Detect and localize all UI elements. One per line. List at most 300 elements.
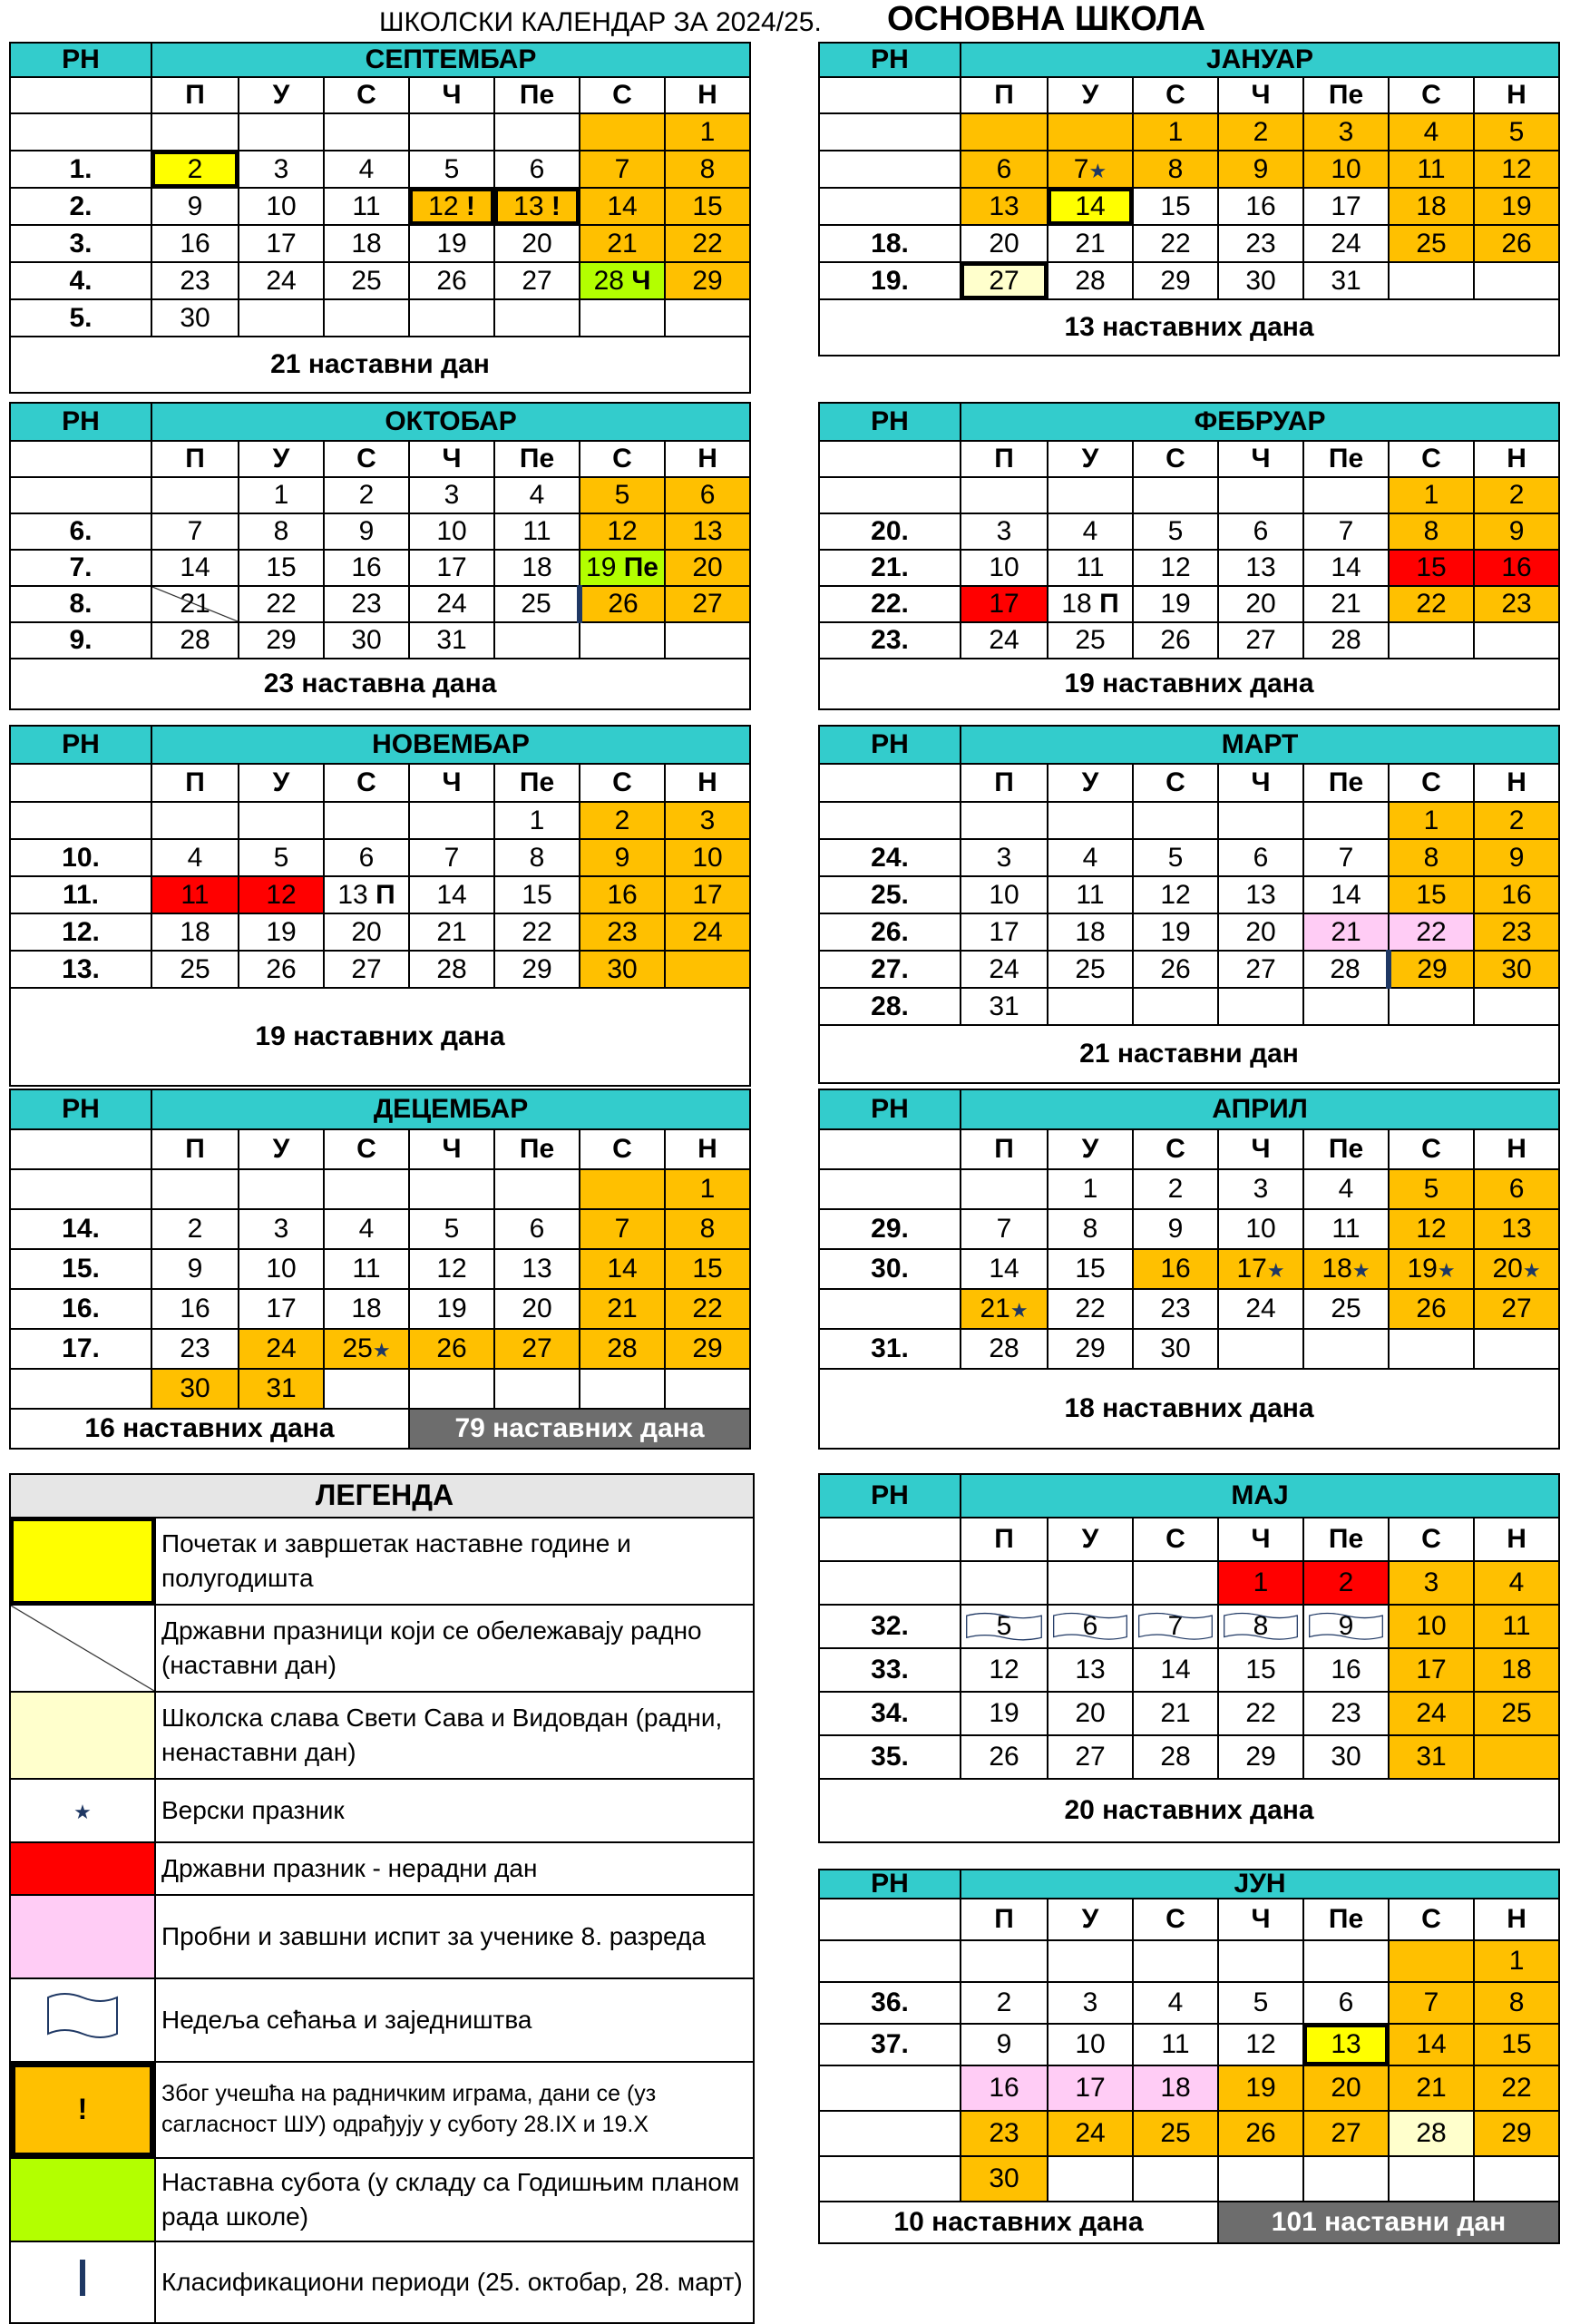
day-cell: 14 bbox=[1303, 550, 1389, 586]
day-cell: 3 bbox=[961, 839, 1048, 876]
month-dec bbox=[9, 1089, 751, 1450]
day-cell: 12 bbox=[1474, 151, 1559, 188]
weekday-label: Пе bbox=[1303, 1129, 1389, 1169]
day-cell: 31 bbox=[961, 988, 1048, 1025]
weekday-label: С bbox=[1133, 764, 1218, 802]
day-cell: 7 bbox=[580, 1209, 665, 1249]
day-cell: 30 bbox=[961, 2156, 1048, 2202]
day-cell: 15 bbox=[1474, 2024, 1559, 2065]
month-name: АПРИЛ bbox=[961, 1089, 1559, 1129]
month-footer: 10 наставних дана bbox=[819, 2202, 1218, 2243]
day-cell: 12 bbox=[239, 876, 324, 913]
day-cell: 4 bbox=[324, 1209, 409, 1249]
week-number bbox=[819, 1940, 961, 1982]
day-cell: 4 bbox=[1303, 1169, 1389, 1209]
month-oct bbox=[9, 402, 751, 710]
day-cell: 18★ bbox=[1303, 1249, 1389, 1289]
day-cell: 30 bbox=[151, 299, 239, 337]
day-cell bbox=[961, 802, 1048, 839]
weekday-label: С bbox=[1133, 1518, 1218, 1561]
day-cell bbox=[239, 299, 324, 337]
day-cell: 30 bbox=[151, 1369, 239, 1409]
day-cell bbox=[1303, 477, 1389, 513]
day-cell: 21 bbox=[1303, 913, 1389, 951]
week-number: 31. bbox=[819, 1329, 961, 1369]
day-cell: 24 bbox=[239, 1329, 324, 1369]
week-number: 34. bbox=[819, 1692, 961, 1735]
month-footer: 13 наставних дана bbox=[819, 299, 1559, 356]
empty-cell bbox=[819, 764, 961, 802]
day-cell: 14 bbox=[1048, 188, 1133, 225]
day-cell: 16 bbox=[1133, 1249, 1218, 1289]
week-number: 37. bbox=[819, 2024, 961, 2065]
legend-item: Класификациони периоди (25. октобар, 28. март) bbox=[155, 2241, 754, 2323]
day-cell: 5 bbox=[580, 477, 665, 513]
day-cell bbox=[239, 113, 324, 151]
day-cell: 23 bbox=[151, 1329, 239, 1369]
day-cell bbox=[580, 299, 665, 337]
day-cell: 20★ bbox=[1474, 1249, 1559, 1289]
week-number: 1. bbox=[10, 151, 151, 188]
day-cell: 10 bbox=[1218, 1209, 1303, 1249]
weekday-label: Н bbox=[1474, 441, 1559, 477]
day-cell: 3 bbox=[1389, 1561, 1474, 1605]
day-cell: 8 bbox=[1389, 513, 1474, 550]
weekday-label: П bbox=[151, 77, 239, 113]
week-number: 29. bbox=[819, 1209, 961, 1249]
day-cell: 26 bbox=[961, 1735, 1048, 1779]
day-cell: 13 bbox=[961, 188, 1048, 225]
day-cell: 6 bbox=[665, 477, 750, 513]
day-cell bbox=[1389, 622, 1474, 659]
day-cell bbox=[1218, 1329, 1303, 1369]
day-cell: 25 bbox=[151, 951, 239, 988]
day-cell bbox=[961, 1561, 1048, 1605]
day-cell bbox=[151, 113, 239, 151]
week-number: 3. bbox=[10, 225, 151, 262]
day-cell: 8 bbox=[1218, 1605, 1303, 1648]
day-cell: 9 bbox=[1474, 839, 1559, 876]
day-cell: 24 bbox=[239, 262, 324, 299]
day-cell: 30 bbox=[324, 622, 409, 659]
week-number bbox=[10, 1369, 151, 1409]
day-cell: 22 bbox=[665, 1289, 750, 1329]
day-cell: 1 bbox=[1218, 1561, 1303, 1605]
day-cell: 26 bbox=[409, 1329, 494, 1369]
semester-total: 101 наставни дан bbox=[1218, 2202, 1559, 2243]
day-cell bbox=[1303, 802, 1389, 839]
legend-item: Државни празник - нерадни дан bbox=[155, 1842, 754, 1895]
day-cell: 11 bbox=[1048, 550, 1133, 586]
day-cell: 3 bbox=[239, 151, 324, 188]
day-cell: 22 bbox=[1218, 1692, 1303, 1735]
day-cell: 15 bbox=[665, 188, 750, 225]
star-icon: ★ bbox=[372, 1339, 391, 1362]
day-cell: 14 bbox=[580, 1249, 665, 1289]
day-cell: 8 bbox=[1389, 839, 1474, 876]
legend-item: Почетак и завршетак наставне године и полугодишта bbox=[155, 1518, 754, 1605]
week-number bbox=[819, 188, 961, 225]
day-cell: 6 bbox=[494, 151, 580, 188]
day-cell: 27 bbox=[494, 262, 580, 299]
week-number bbox=[819, 2111, 961, 2156]
weekday-label: Пе bbox=[494, 441, 580, 477]
empty-cell bbox=[819, 441, 961, 477]
day-cell bbox=[494, 622, 580, 659]
day-cell bbox=[580, 1169, 665, 1209]
day-cell: 2 bbox=[580, 802, 665, 839]
day-cell bbox=[1474, 1735, 1559, 1779]
day-cell: 2 bbox=[1474, 477, 1559, 513]
weekday-label: С bbox=[1389, 1518, 1474, 1561]
day-cell: 16 bbox=[580, 876, 665, 913]
day-cell: 18 bbox=[1133, 2065, 1218, 2111]
day-cell: 30 bbox=[1133, 1329, 1218, 1369]
day-cell: 27 bbox=[324, 951, 409, 988]
week-number: 25. bbox=[819, 876, 961, 913]
empty-cell bbox=[10, 764, 151, 802]
day-cell: 17 bbox=[1048, 2065, 1133, 2111]
week-column-header: РН bbox=[10, 43, 151, 77]
day-cell: 6 bbox=[961, 151, 1048, 188]
day-cell: 11 bbox=[151, 876, 239, 913]
empty-cell bbox=[819, 1129, 961, 1169]
day-cell: 9 bbox=[1303, 1605, 1389, 1648]
week-number: 18. bbox=[819, 225, 961, 262]
day-cell: 12 bbox=[1218, 2024, 1303, 2065]
weekday-label: П bbox=[961, 441, 1048, 477]
weekday-label: Н bbox=[665, 764, 750, 802]
day-cell: 6 bbox=[494, 1209, 580, 1249]
day-cell: 10 bbox=[961, 876, 1048, 913]
weekday-label: Н bbox=[1474, 1899, 1559, 1940]
day-cell bbox=[151, 1169, 239, 1209]
month-name: ЈУН bbox=[961, 1870, 1559, 1899]
week-number bbox=[10, 802, 151, 839]
calendar-title: ШКОЛСКИ КАЛЕНДАР ЗА 2024/25. bbox=[379, 7, 822, 37]
day-cell: 1 bbox=[1133, 113, 1218, 151]
day-cell bbox=[151, 802, 239, 839]
wave-flag-icon bbox=[1052, 1611, 1128, 1642]
month-name: ФЕБРУАР bbox=[961, 403, 1559, 441]
day-cell bbox=[324, 299, 409, 337]
day-cell: 2 bbox=[1474, 802, 1559, 839]
weekday-label: Ч bbox=[1218, 1129, 1303, 1169]
day-cell bbox=[961, 477, 1048, 513]
day-cell: 7 bbox=[1133, 1605, 1218, 1648]
day-cell: 7★ bbox=[1048, 151, 1133, 188]
day-cell: 9 bbox=[151, 1249, 239, 1289]
day-cell: 23 bbox=[151, 262, 239, 299]
day-cell: 1 bbox=[665, 113, 750, 151]
day-cell: 13 bbox=[1474, 1209, 1559, 1249]
day-cell: 16 bbox=[1474, 550, 1559, 586]
day-cell: 30 bbox=[580, 951, 665, 988]
day-cell bbox=[1474, 988, 1559, 1025]
day-cell: 14 bbox=[961, 1249, 1048, 1289]
day-cell: 23 bbox=[1303, 1692, 1389, 1735]
weekday-label: Н bbox=[665, 441, 750, 477]
empty-cell bbox=[819, 1518, 961, 1561]
week-column-header: РН bbox=[819, 1089, 961, 1129]
day-cell: 18 bbox=[324, 225, 409, 262]
weekday-label: П bbox=[151, 1129, 239, 1169]
day-cell: 21 bbox=[580, 1289, 665, 1329]
weekday-label: У bbox=[239, 1129, 324, 1169]
month-footer: 20 наставних дана bbox=[819, 1779, 1559, 1842]
day-cell: 14 bbox=[1133, 1648, 1218, 1692]
wave-flag-icon bbox=[1223, 1611, 1299, 1642]
day-cell: 24 bbox=[1389, 1692, 1474, 1735]
day-cell bbox=[1048, 1561, 1133, 1605]
day-cell: 21 bbox=[1048, 225, 1133, 262]
day-cell bbox=[665, 622, 750, 659]
day-cell: 28 bbox=[1048, 262, 1133, 299]
day-cell: 30 bbox=[1218, 262, 1303, 299]
day-cell: 28 bbox=[409, 951, 494, 988]
empty-cell bbox=[819, 77, 961, 113]
week-number: 13. bbox=[10, 951, 151, 988]
day-cell bbox=[961, 113, 1048, 151]
star-icon: ★ bbox=[1266, 1259, 1285, 1282]
day-cell: 15 bbox=[239, 550, 324, 586]
day-cell bbox=[580, 113, 665, 151]
day-cell: 19 bbox=[1133, 913, 1218, 951]
week-column-header: РН bbox=[819, 43, 961, 77]
day-cell: 13 bbox=[1303, 2024, 1389, 2065]
day-cell: 21★ bbox=[961, 1289, 1048, 1329]
day-cell bbox=[1389, 1940, 1474, 1982]
day-cell: 12 bbox=[580, 513, 665, 550]
day-cell: 4 bbox=[1133, 1982, 1218, 2024]
wave-flag-icon bbox=[1137, 1611, 1214, 1642]
day-cell bbox=[239, 802, 324, 839]
legend-title: ЛЕГЕНДА bbox=[10, 1474, 754, 1518]
day-cell: 21 bbox=[1389, 2065, 1474, 2111]
day-cell: 2 bbox=[324, 477, 409, 513]
day-cell: 6 bbox=[1218, 513, 1303, 550]
month-footer: 21 наставни дан bbox=[10, 337, 750, 393]
weekday-label: Ч bbox=[1218, 764, 1303, 802]
weekday-label: П bbox=[961, 1129, 1048, 1169]
weekday-label: У bbox=[1048, 441, 1133, 477]
day-cell: 13 bbox=[1218, 876, 1303, 913]
day-cell: 16 bbox=[324, 550, 409, 586]
day-cell: 9 bbox=[324, 513, 409, 550]
legend-swatch-cream bbox=[10, 1692, 155, 1779]
week-number: 24. bbox=[819, 839, 961, 876]
day-cell: 4 bbox=[151, 839, 239, 876]
day-cell: 20 bbox=[1218, 586, 1303, 622]
week-number: 2. bbox=[10, 188, 151, 225]
day-cell: 13 bbox=[1218, 550, 1303, 586]
week-number: 8. bbox=[10, 586, 151, 622]
day-cell: 13 П bbox=[324, 876, 409, 913]
weekday-label: Пе bbox=[1303, 77, 1389, 113]
day-cell: 7 bbox=[961, 1209, 1048, 1249]
day-cell: 22 bbox=[1389, 586, 1474, 622]
legend-swatch-red bbox=[10, 1842, 155, 1895]
day-cell: 24 bbox=[961, 622, 1048, 659]
day-cell: 29 bbox=[1133, 262, 1218, 299]
day-cell bbox=[1474, 1329, 1559, 1369]
day-cell: 11 bbox=[494, 513, 580, 550]
day-cell: 16 bbox=[1474, 876, 1559, 913]
day-cell: 3 bbox=[1303, 113, 1389, 151]
day-cell: 2 bbox=[151, 1209, 239, 1249]
week-number: 36. bbox=[819, 1982, 961, 2024]
day-cell: 12 bbox=[409, 1249, 494, 1289]
day-cell: 17 bbox=[239, 1289, 324, 1329]
weekday-label: Пе bbox=[1303, 441, 1389, 477]
week-number: 28. bbox=[819, 988, 961, 1025]
day-cell: 11 bbox=[1133, 2024, 1218, 2065]
weekday-label: С bbox=[1133, 77, 1218, 113]
day-cell: 20 bbox=[494, 1289, 580, 1329]
day-cell: 28 bbox=[151, 622, 239, 659]
day-cell: 11 bbox=[324, 1249, 409, 1289]
day-cell: 10 bbox=[409, 513, 494, 550]
empty-cell bbox=[10, 77, 151, 113]
day-cell: 28 bbox=[1303, 622, 1389, 659]
week-number: 15. bbox=[10, 1249, 151, 1289]
day-cell: 18 bbox=[494, 550, 580, 586]
day-cell: 24 bbox=[665, 913, 750, 951]
day-cell: 11 bbox=[1303, 1209, 1389, 1249]
day-cell: 14 bbox=[1303, 876, 1389, 913]
day-cell bbox=[1218, 1940, 1303, 1982]
day-cell bbox=[239, 1169, 324, 1209]
day-cell: 15 bbox=[1389, 876, 1474, 913]
week-number: 23. bbox=[819, 622, 961, 659]
day-cell: 5 bbox=[1474, 113, 1559, 151]
day-cell bbox=[324, 802, 409, 839]
weekday-label: У bbox=[1048, 1129, 1133, 1169]
weekday-label: Пе bbox=[494, 1129, 580, 1169]
weekday-label: П bbox=[961, 77, 1048, 113]
weekday-label: Н bbox=[1474, 77, 1559, 113]
legend-item: Верски празник bbox=[155, 1779, 754, 1842]
day-cell bbox=[1389, 2156, 1474, 2202]
day-cell: 19 bbox=[961, 1692, 1048, 1735]
week-column-header: РН bbox=[819, 1474, 961, 1518]
day-cell bbox=[1474, 622, 1559, 659]
week-column-header: РН bbox=[10, 1089, 151, 1129]
day-cell: 15 bbox=[494, 876, 580, 913]
week-number bbox=[819, 1561, 961, 1605]
day-cell: 11 bbox=[1474, 1605, 1559, 1648]
day-cell bbox=[961, 1169, 1048, 1209]
day-cell: 24 bbox=[1048, 2111, 1133, 2156]
day-cell: 26 bbox=[239, 951, 324, 988]
day-cell: 18 bbox=[324, 1289, 409, 1329]
weekday-label: У bbox=[1048, 1899, 1133, 1940]
weekday-label: Ч bbox=[1218, 77, 1303, 113]
day-cell: 5 bbox=[1389, 1169, 1474, 1209]
weekday-label: П bbox=[961, 1899, 1048, 1940]
day-cell: 6 bbox=[1474, 1169, 1559, 1209]
school-type: ОСНОВНА ШКОЛА bbox=[887, 0, 1205, 38]
day-cell: 22 bbox=[494, 913, 580, 951]
day-cell: 17 bbox=[1389, 1648, 1474, 1692]
legend-swatch-diagonal bbox=[10, 1605, 155, 1692]
wave-flag-icon bbox=[965, 1611, 1043, 1642]
day-cell: 27 bbox=[1303, 2111, 1389, 2156]
day-cell: 18 bbox=[151, 913, 239, 951]
empty-cell bbox=[10, 1129, 151, 1169]
day-cell: 24 bbox=[409, 586, 494, 622]
day-cell: 26 bbox=[580, 586, 665, 622]
day-cell: 5 bbox=[409, 151, 494, 188]
week-number bbox=[10, 113, 151, 151]
day-cell: 14 bbox=[409, 876, 494, 913]
day-cell: 19 bbox=[239, 913, 324, 951]
month-name: ДЕЦЕМБАР bbox=[151, 1089, 750, 1129]
day-cell: 29 bbox=[665, 1329, 750, 1369]
day-cell: 8 bbox=[665, 151, 750, 188]
weekday-label: Пе bbox=[1303, 1899, 1389, 1940]
day-cell: 17 bbox=[665, 876, 750, 913]
day-cell: 22 bbox=[1133, 225, 1218, 262]
weekday-label: У bbox=[239, 764, 324, 802]
day-cell: 12 bbox=[1389, 1209, 1474, 1249]
day-cell bbox=[1133, 802, 1218, 839]
weekday-label: Пе bbox=[1303, 1518, 1389, 1561]
day-cell: 16 bbox=[1218, 188, 1303, 225]
month-name: ОКТОБАР bbox=[151, 403, 750, 441]
day-cell: 7 bbox=[1389, 1982, 1474, 2024]
week-number: 17. bbox=[10, 1329, 151, 1369]
day-cell: 7 bbox=[1303, 513, 1389, 550]
empty-cell bbox=[819, 1899, 961, 1940]
month-name: МАРТ bbox=[961, 726, 1559, 764]
day-cell: 5 bbox=[239, 839, 324, 876]
week-number: 30. bbox=[819, 1249, 961, 1289]
day-cell: 25 bbox=[1133, 2111, 1218, 2156]
day-cell: 25★ bbox=[324, 1329, 409, 1369]
day-cell: 17 bbox=[961, 913, 1048, 951]
day-cell: 19 bbox=[409, 225, 494, 262]
day-cell: 10 bbox=[1303, 151, 1389, 188]
month-footer: 16 наставних дана bbox=[10, 1409, 409, 1449]
weekday-label: С bbox=[324, 1129, 409, 1169]
legend-swatch-yellow bbox=[10, 1518, 155, 1605]
day-cell: 12 bbox=[1133, 876, 1218, 913]
day-cell: 27 bbox=[1048, 1735, 1133, 1779]
day-cell: 22 bbox=[1048, 1289, 1133, 1329]
weekday-label: С bbox=[1133, 441, 1218, 477]
day-cell: 4 bbox=[494, 477, 580, 513]
day-cell: 3 bbox=[1048, 1982, 1133, 2024]
weekday-label: С bbox=[580, 77, 665, 113]
day-cell: 1 bbox=[1389, 477, 1474, 513]
semester-total: 79 наставних дана bbox=[409, 1409, 750, 1449]
day-cell: 6 bbox=[1218, 839, 1303, 876]
day-cell: 13 bbox=[494, 1249, 580, 1289]
month-feb bbox=[818, 402, 1560, 710]
day-cell: 24 bbox=[1303, 225, 1389, 262]
day-cell: 11 bbox=[324, 188, 409, 225]
day-cell: 26 bbox=[1474, 225, 1559, 262]
day-cell: 18 bbox=[1474, 1648, 1559, 1692]
weekday-label: П bbox=[961, 1518, 1048, 1561]
weekday-label: Ч bbox=[1218, 1899, 1303, 1940]
day-cell: 7 bbox=[1303, 839, 1389, 876]
day-cell: 18 bbox=[1048, 913, 1133, 951]
day-cell bbox=[1048, 988, 1133, 1025]
month-name: МАЈ bbox=[961, 1474, 1559, 1518]
day-cell bbox=[1389, 1329, 1474, 1369]
